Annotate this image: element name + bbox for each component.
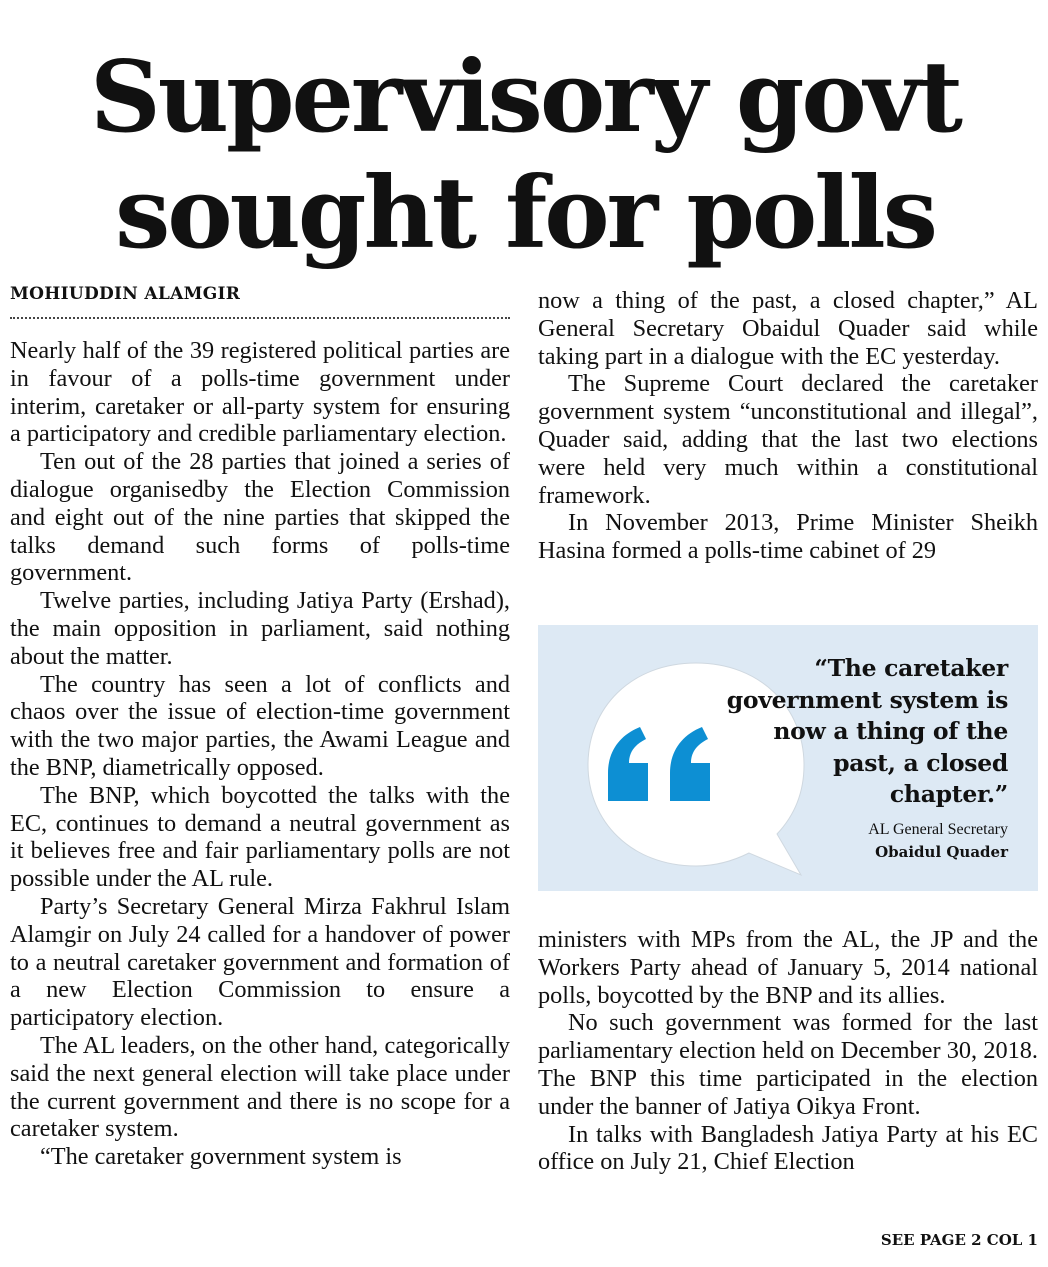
headline: Supervisory govt sought for polls bbox=[89, 40, 961, 271]
paragraph: “The caretaker government system is bbox=[40, 1143, 402, 1171]
paragraph: The country has seen a lot of conflicts and chaos over the issue of election-time government with the two major parties, the Awami League and the BNP, diametrically opposed. bbox=[10, 670, 510, 781]
continuation-line: SEE PAGE 2 COL 1 bbox=[880, 1231, 1038, 1249]
paragraph: The Supreme Court declared the caretaker government system “unconstitutional and illegal”, Quader said, adding that the last two elections were held very much within a constitutional framework. bbox=[538, 370, 1038, 509]
pull-quote-box bbox=[538, 625, 1038, 891]
paragraph: ministers with MPs from the AL, the JP and the Workers Party ahead of January 5, 2014 national polls, boycotted by the BNP and its allies. bbox=[538, 926, 1038, 1009]
paragraph: In November 2013, Prime Minister Sheikh Hasina formed a polls-time cabinet of 29 bbox=[538, 509, 1038, 565]
byline-divider bbox=[10, 317, 510, 319]
paragraph: Twelve parties, including Jatiya Party (Ershad), the main opposition in parliament, said nothing about the matter. bbox=[10, 587, 510, 670]
pull-quote-text: “The caretaker government system is now a thing of the past, a closed chapter.” bbox=[726, 654, 1008, 808]
paragraph: No such government was formed for the last parliamentary election held on December 30, 2018. The BNP this time participated in the election under the banner of Jatiya Oikya Front. bbox=[538, 1009, 1038, 1120]
article-column-2-top bbox=[538, 287, 1038, 565]
paragraph: Ten out of the 28 parties that joined a series of dialogue organisedby the Election Commission and eight out of the nine parties that skipped the talks demand such forms of polls-time government. bbox=[10, 448, 510, 587]
paragraph: Party’s Secretary General Mirza Fakhrul Islam Alamgir on July 24 called for a handover of power to a neutral caretaker government and formation of a new Election Commission to ensure a participatory election. bbox=[10, 892, 510, 1032]
paragraph: The BNP, which boycotted the talks with the EC, continues to demand a neutral government as it believes free and fair parliamentary polls are not possible under the AL rule. bbox=[10, 781, 510, 893]
paragraph: The AL leaders, on the other hand, categorically said the next general election will take place under the current government and there is no scope for a caretaker system. bbox=[10, 1031, 510, 1143]
paragraph: now a thing of the past, a closed chapter,” AL General Secretary Obaidul Quader said while taking part in a dialogue with the EC yesterday. bbox=[538, 287, 1038, 370]
pull-quote-attribution-title: AL General Secretary bbox=[868, 821, 1008, 838]
byline: MOHIUDDIN ALAMGIR bbox=[10, 284, 241, 304]
article-column-2-bottom bbox=[538, 926, 1038, 1176]
pull-quote-attribution-name: Obaidul Quader bbox=[875, 843, 1008, 861]
article-column-1 bbox=[10, 337, 510, 1257]
paragraph: In talks with Bangladesh Jatiya Party at his EC office on July 21, Chief Election bbox=[538, 1120, 1038, 1176]
paragraph: Nearly half of the 39 registered political parties are in favour of a polls-time government under interim, caretaker or all-party system for ensuring a participatory and credible parliamentary election. bbox=[10, 337, 510, 448]
